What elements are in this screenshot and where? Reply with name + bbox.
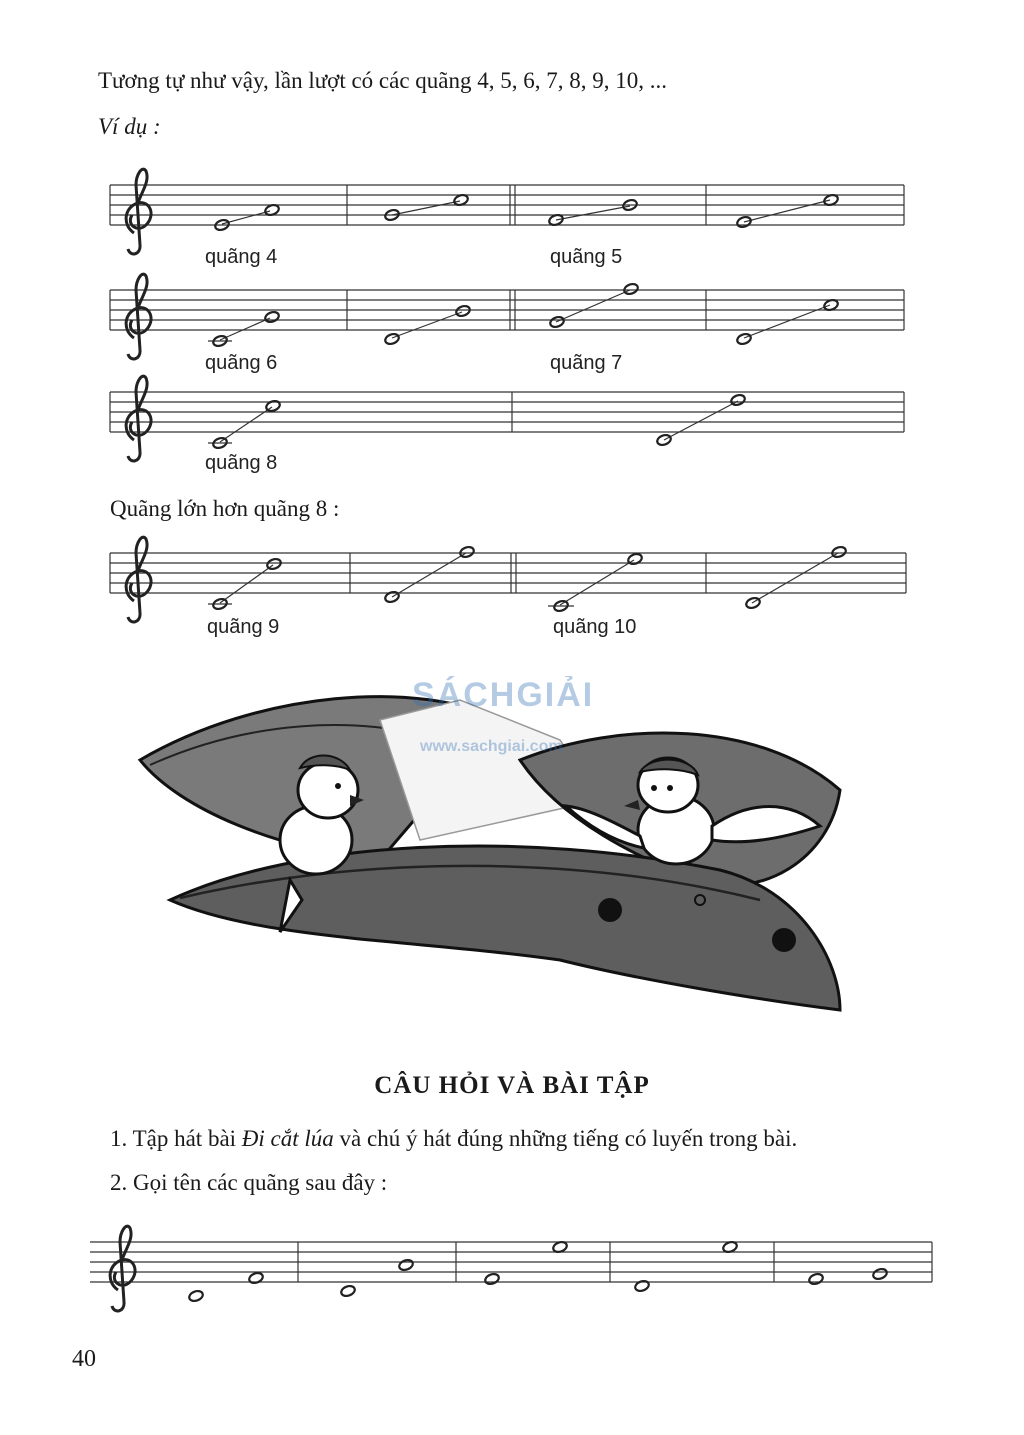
label-quang-7: quãng 7: [550, 352, 623, 374]
label-quang-8: quãng 8: [205, 452, 278, 474]
exercise-1-song: Đi cắt lúa: [241, 1126, 334, 1151]
page-number: 40: [72, 1346, 96, 1372]
label-quang-9: quãng 9: [207, 616, 280, 638]
watermark-title: SÁCHGIẢI: [412, 676, 595, 714]
example-label: Ví dụ :: [98, 114, 161, 139]
label-quang-5: quãng 5: [550, 246, 623, 268]
larger-than-8-label: Quãng lớn hơn quãng 8 :: [110, 496, 340, 521]
watermark-url: www.sachgiai.com: [420, 738, 563, 755]
exercise-2: 2. Gọi tên các quãng sau đây :: [110, 1170, 388, 1195]
exercises-heading: CÂU HỎI VÀ BÀI TẬP: [374, 1072, 650, 1099]
exercise-1-prefix: 1. Tập hát bài: [110, 1126, 242, 1151]
exercise-1-suffix: và chú ý hát đúng những tiếng có luyến trong bài.: [333, 1126, 798, 1151]
label-quang-10: quãng 10: [553, 616, 637, 638]
label-quang-6: quãng 6: [205, 352, 278, 374]
intro-line: Tương tự như vậy, lần lượt có các quãng 4, 5, 6, 7, 8, 9, 10, ...: [98, 68, 668, 93]
label-quang-4: quãng 4: [205, 246, 278, 268]
